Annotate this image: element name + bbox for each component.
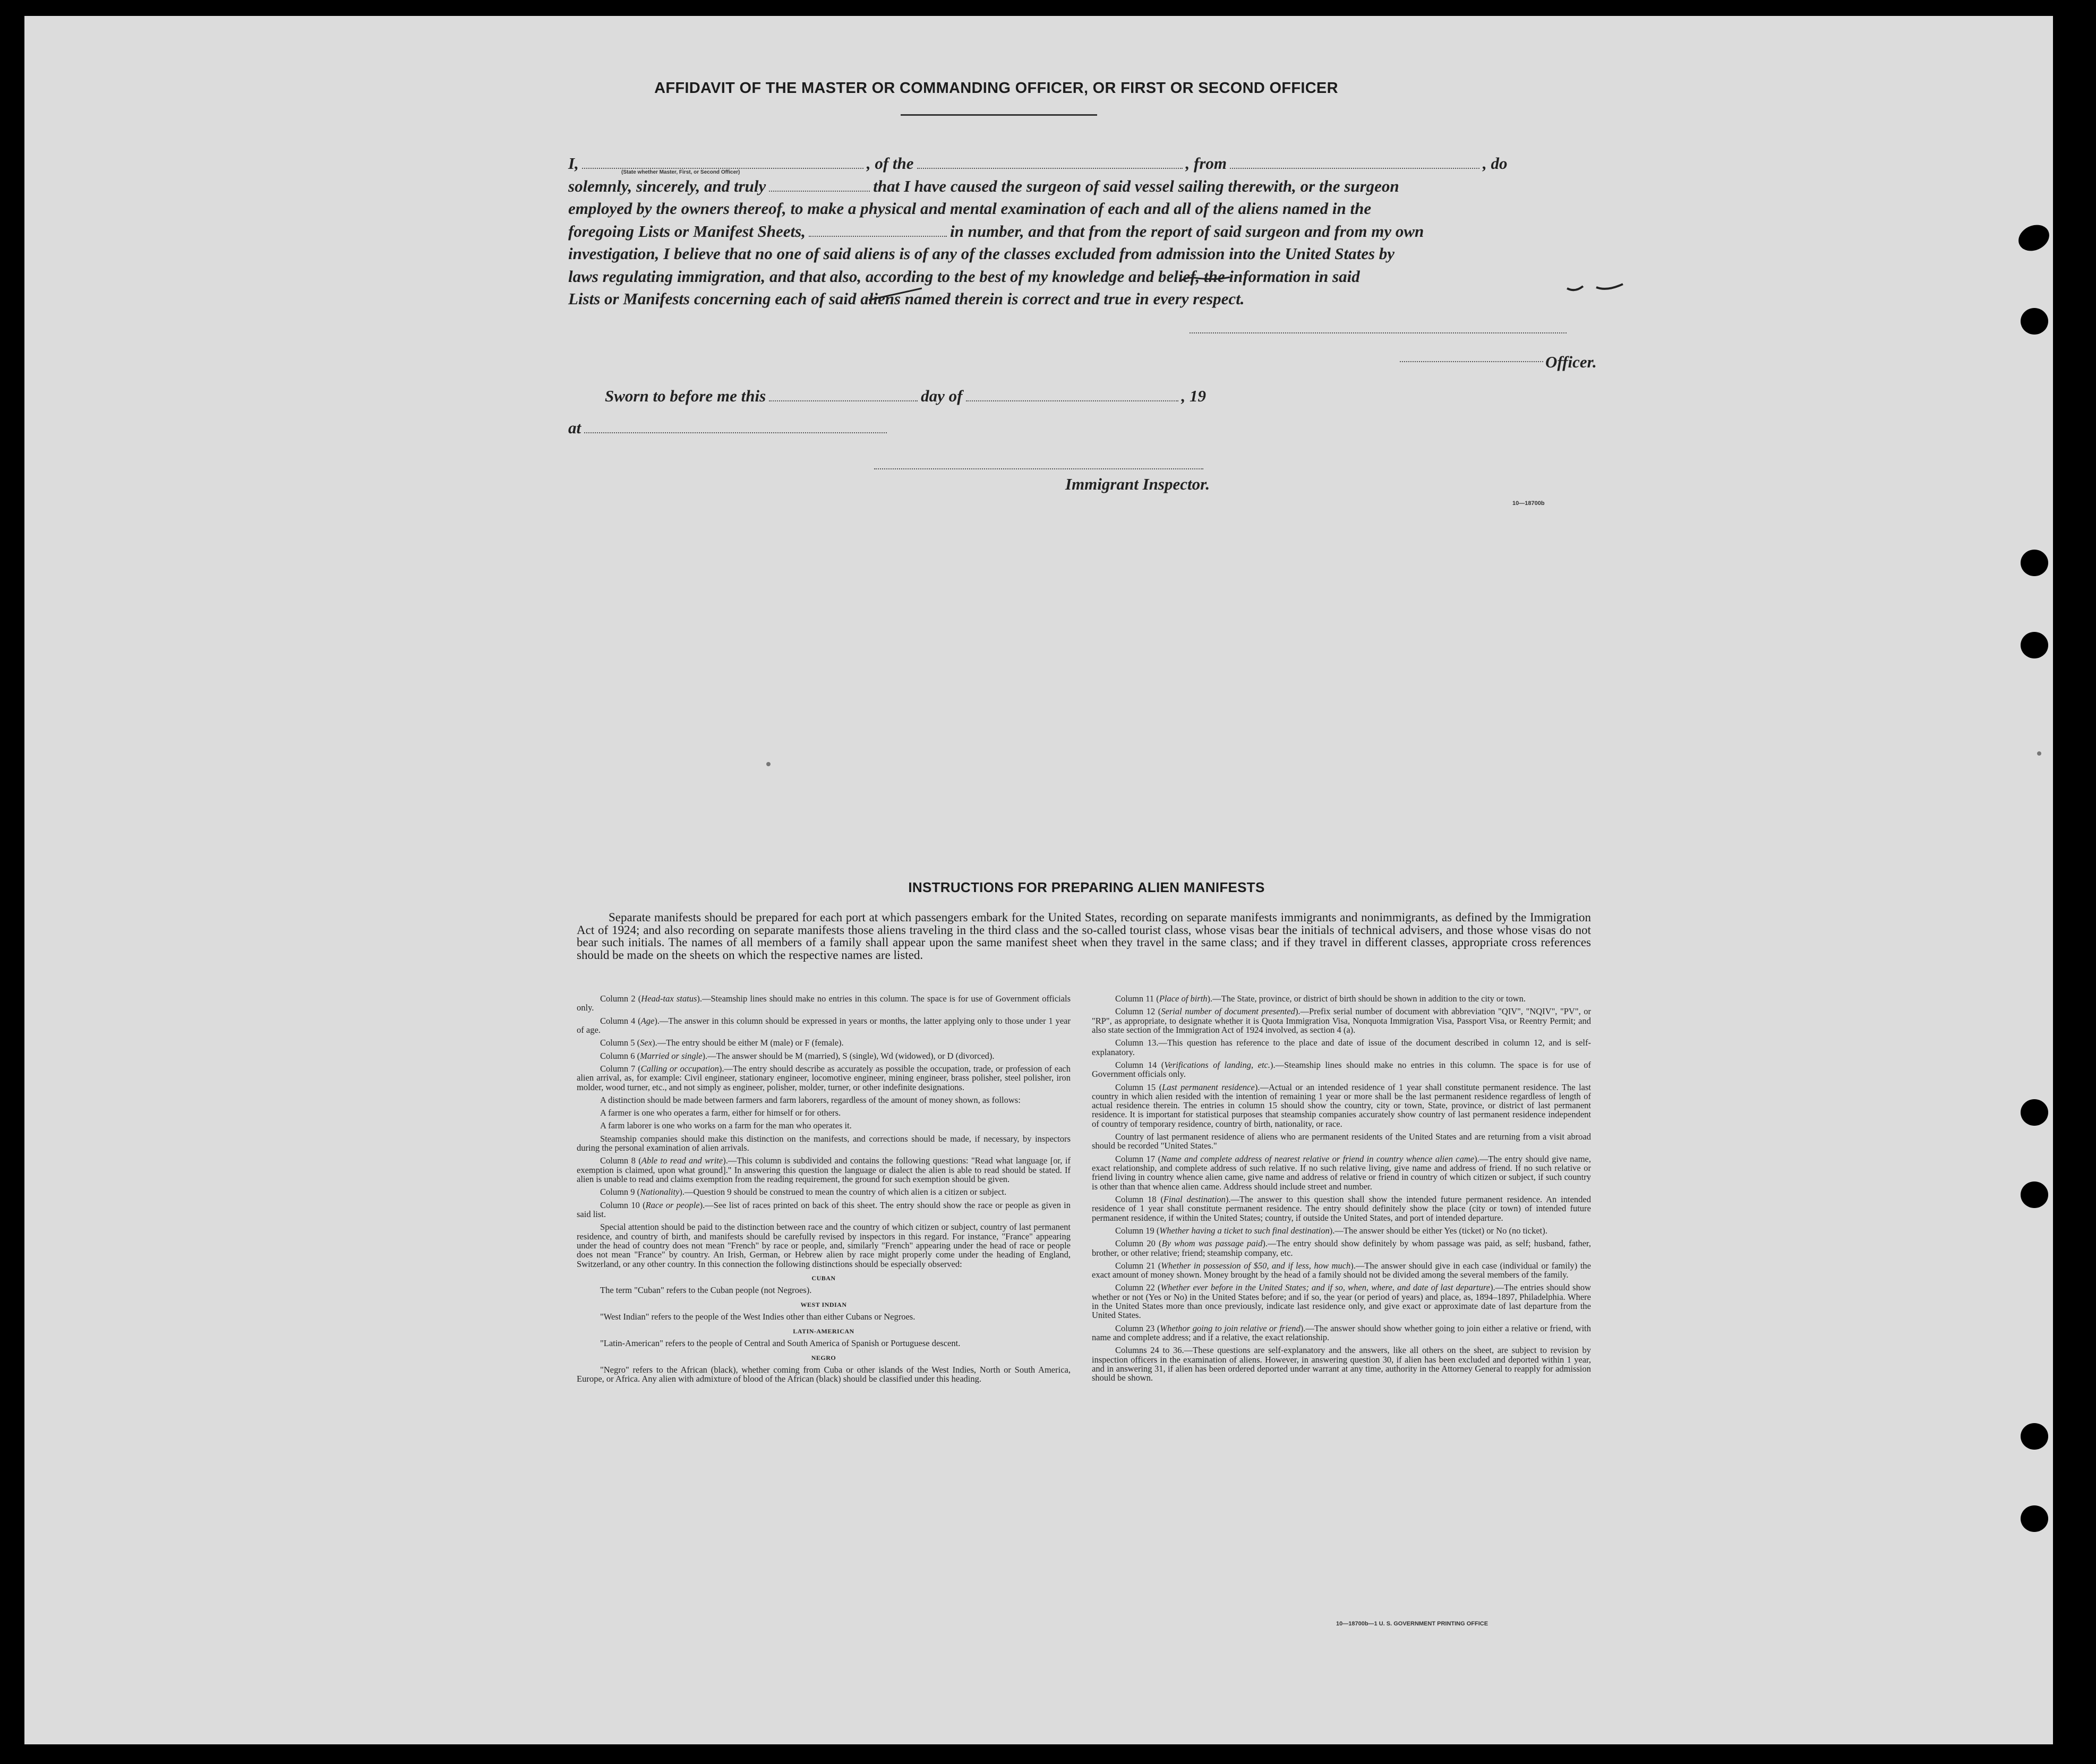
- instruction-paragraph: Column 22 (Whether ever before in the United States; and if so, when, where, and date of last departure).—The entries should show whether or not (Yes or No) in the United States before; and if so, the year (or period of years) and place, as, 1894–1897, Philadelphia. Where in the United States more than once previously, indicate last residence only, and give exact or approximate date of last departure from the United States.: [1092, 1282, 1591, 1321]
- binder-hole: [2021, 550, 2048, 576]
- instruction-paragraph: Column 21 (Whether in possession of $50, and if less, how much).—The answer should give in each case (individual or family) the exact amount of money shown. Money brought by the head of a family should not be divided among the several members of the family.: [1092, 1260, 1591, 1280]
- section-heading: WEST INDIAN: [800, 1300, 847, 1308]
- instruction-paragraph: Column 15 (Last permanent residence).—Actual or an intended residence of 1 year shall constitute permanent residence. The last country in which alien resided with the intention of remaining 1 year or more shall be the last permanent residence regardless of length of actual residence therein. The entries in column 15 should show the country, city or town, State, province, or district of last permanent residence. It is important for statistical purposes that steamship companies accurately show country of last permanent residence independent of country of temporary residence, country of birth, nationality, or race.: [1092, 1082, 1592, 1129]
- section-heading: LATIN-AMERICAN: [793, 1327, 854, 1335]
- printing-office-code: 10—18700b—1 U. S. GOVERNMENT PRINTING OFFICE: [1336, 1621, 1488, 1627]
- instruction-paragraph: Special attention should be paid to the distinction between race and the country of which citizen or subject, country of last permanent residence, and country of birth, and manifests should be carefully revised by inspectors in this regard. For instance, "France" appearing under the head of country does not mean "French" by race or people, and, similarly "French" appearing under the head of race or people does not mean "France" by country. An Irish, German, or Hebrew alien by race might properly come under the heading of England, Switzerland, or any other country. In this connection the following distinctions should be especially observed:: [577, 1222, 1071, 1269]
- title-rule: [901, 114, 1097, 116]
- ink-strike-of: [863, 284, 927, 305]
- instruction-paragraph: Column 4 (Age).—The answer in this column should be expressed in years or months, the latter applying only to those under 1 year of age.: [577, 1015, 1071, 1035]
- instruction-paragraph: The term "Cuban" refers to the Cuban people (not Negroes).: [600, 1285, 812, 1296]
- affidavit-line-5: investigation, I believe that no one of said aliens is of any of the classes excluded from admission into the United States by: [568, 244, 1395, 263]
- instruction-paragraph: Column 10 (Race or people).—See list of races printed on back of this sheet. The entry should show the race or people as given in said list.: [577, 1200, 1071, 1219]
- sworn-line: Sworn to before me this day of , 19: [605, 387, 1206, 405]
- binder-hole: [2021, 1423, 2048, 1450]
- binder-hole: [2021, 1181, 2048, 1208]
- officer-label: Officer.: [1545, 353, 1597, 371]
- instruction-paragraph: Column 18 (Final destination).—The answer to this question shall show the intended future permanent residence. An intended residence of 1 year shall constitute permanent residence. The entry should definitely show the place (city or town) of intended future permanent residence, if within the United States; country, if outside the United States, and port of intended departure.: [1092, 1194, 1591, 1223]
- at-line: at: [568, 419, 890, 436]
- manifest-page: [24, 16, 2053, 1744]
- word-i: I,: [568, 154, 579, 173]
- speck: [2037, 751, 2041, 756]
- officer-signature-line: [1400, 361, 1543, 362]
- instruction-paragraph: Column 9 (Nationality).—Question 9 should be construed to mean the country of which alien is a citizen or subject.: [600, 1187, 1007, 1197]
- affidavit-line-2: solemnly, sincerely, and truly that I have caused the surgeon of said vessel sailing therewith, or the surgeon: [568, 177, 1399, 195]
- instruction-paragraph: Column 23 (Whethor going to join relative or friend).—The answer should show whether going to join either a relative or friend, with name and complete address; and if a relative, the exact relationship.: [1092, 1323, 1592, 1342]
- instruction-paragraph: Column 19 (Whether having a ticket to such final destination).—The answer should be either Yes (ticket) or No (no ticket).: [1115, 1225, 1547, 1236]
- speck: [766, 762, 771, 766]
- instructions-intro: Separate manifests should be prepared for each port at which passengers embark for the United States, recording on separate manifests immigrants and nonimmigrants, as defined by the Immigration Act of 1924; and also recording on separate manifests those aliens traveling in the third class and the so-called tourist class, whose visas bear the initials of technical advisers, and those whose visas do not bear such initials. The names of all members of a family shall appear upon the same manifest sheet when they travel in the same class; and if they travel in different classes, appropriate cross references should be made on the sheets on which the respective names are listed.: [577, 911, 1591, 962]
- port-blank: [1230, 166, 1479, 169]
- instruction-paragraph: Column 20 (By whom was passage paid).—The entry should show definitely by whom passage was paid, as self; husband, father, brother, or other relative; friend; steamship company, etc.: [1092, 1238, 1592, 1258]
- binder-hole: [2021, 632, 2048, 658]
- binder-hole: [2021, 1505, 2048, 1532]
- instruction-paragraph: Column 2 (Head-tax status).—Steamship lines should make no entries in this column. The space is for use of Government officials only.: [577, 994, 1071, 1013]
- affidavit-line-6: laws regulating immigration, and that also, according to the best of my knowledge and belief, the information in said: [568, 267, 1360, 286]
- instruction-paragraph: "Latin-American" refers to the people of Central and South America of Spanish or Portuguese descent.: [600, 1338, 961, 1349]
- ink-mark-knowledge: [1177, 266, 1246, 287]
- instruction-paragraph: Column 5 (Sex).—The entry should be either M (male) or F (female).: [600, 1038, 844, 1048]
- instruction-paragraph: Steamship companies should make this distinction on the manifests, and corrections should be made, if necessary, by inspectors during the personal examination of alien arrivals.: [577, 1133, 1071, 1153]
- instruction-paragraph: Column 11 (Place of birth).—The State, province, or district of birth should be shown in addition to the city or town.: [1115, 994, 1526, 1004]
- instruction-paragraph: Column 7 (Calling or occupation).—The entry should describe as accurately as possible the occupation, trade, or profession of each alien arrival, as, for example: Civil engineer, stationary engineer, locomotive engineer, mining engineer, brass polisher, steel polisher, iron molder, wood turner, etc., and not simply as engineer, polisher, molder, turner, or other indefinite designations.: [577, 1063, 1071, 1092]
- affidavit-line-1: I, , of the , from , do: [568, 154, 1508, 173]
- instruction-paragraph: Columns 24 to 36.—These questions are self-explanatory and the answers, like all others on the sheet, are subject to revision by inspection officers in the examination of aliens. However, in answering question 30, if alien has been excluded and deported within 1 year, and in answering 31, if alien has been ordered deported under warrant at any time, authority in the Attorney General to reapply for admission should be shown.: [1092, 1345, 1591, 1383]
- section-heading: CUBAN: [811, 1274, 836, 1282]
- instructions-right-column: [1092, 994, 1591, 1386]
- month-blank: [966, 398, 1178, 401]
- instruction-paragraph: Column 12 (Serial number of document presented).—Prefix serial number of document with abbreviation "QIV", "NQIV", "PV", or "RP", as appropriate, to designate whether it is Quota Immigration Visa, Nonquota Immigration Visa, Passport Visa, or Reentry Permit; and also state section of the Immigration Act of 1924 involved, as section 4 (a).: [1092, 1006, 1592, 1035]
- instructions-left-column: [577, 994, 1071, 1388]
- affidavit-title: AFFIDAVIT OF THE MASTER OR COMMANDING OFFICER, OR FIRST OR SECOND OFFICER: [654, 80, 1338, 97]
- binder-hole: [2021, 1099, 2048, 1126]
- instruction-paragraph: Column 14 (Verifications of landing, etc.).—Steamship lines should make no entries in this column. The space is for use of Government officials only.: [1092, 1059, 1591, 1080]
- instruction-paragraph: Column 6 (Married or single).—The answer should be M (married), S (single), Wd (widowed), or D (divorced).: [600, 1050, 995, 1061]
- instruction-paragraph: A farm laborer is one who works on a farm for the man who operates it.: [600, 1120, 852, 1131]
- signature-line-1: [1190, 332, 1567, 333]
- vessel-name-blank: [917, 166, 1183, 169]
- form-code: 10—18700b: [1512, 500, 1545, 507]
- sheet-count-blank: [809, 234, 947, 237]
- inspector-signature-line: [874, 468, 1203, 469]
- affidavit-line-7: Lists or Manifests concerning each of said aliens named therein is correct and true in every respect.: [568, 289, 1245, 308]
- affidavit-line-4: foregoing Lists or Manifest Sheets, in number, and that from the report of said surgeon and from my own: [568, 222, 1424, 241]
- section-heading: NEGRO: [811, 1354, 836, 1361]
- binder-hole: [2021, 308, 2048, 335]
- place-blank: [584, 430, 887, 433]
- ink-mark-said: [1564, 279, 1628, 295]
- instruction-paragraph: A farmer is one who operates a farm, either for himself or for others.: [600, 1108, 841, 1118]
- inspector-label: Immigrant Inspector.: [1065, 475, 1210, 493]
- oath-blank: [769, 189, 870, 192]
- instructions-title: INSTRUCTIONS FOR PREPARING ALIEN MANIFESTS: [908, 879, 1265, 895]
- instruction-paragraph: "Negro" refers to the African (black), whether coming from Cuba or other islands of the West Indies, North or South America, Europe, or Africa. Any alien with admixture of blood of the African (black) should be classified under this heading.: [577, 1365, 1071, 1384]
- instruction-paragraph: Country of last permanent residence of aliens who are permanent residents of the United States and are returning from a visit abroad should be recorded "United States.": [1092, 1132, 1591, 1151]
- instruction-paragraph: Column 17 (Name and complete address of nearest relative or friend in country whence alien came).—The entry should give name, exact relationship, and complete address of such relative. If no such relative living, give name and address of friend. If no such relative or friend living in country whence alien came, give name and address of relative or friend in country of which citizen or subject, if such country is other than that whence alien came. Address should include street and number.: [1092, 1153, 1591, 1192]
- affidavit-line-3: employed by the owners thereof, to make a physical and mental examination of each and all of the aliens named in the: [568, 199, 1372, 218]
- officer-rank-caption: (State whether Master, First, or Second Officer): [621, 169, 740, 175]
- day-blank: [769, 398, 918, 401]
- instruction-paragraph: Column 8 (Able to read and write).—This column is subdivided and contains the following questions: "Read what language [or, if exemption is claimed, upon what ground]." In answering this question the language or dialect the alien is able to read should be stated. If alien is unable to read and claims exemption from the reading requirement, the ground for such exemption should be given.: [577, 1155, 1071, 1184]
- instruction-paragraph: Column 13.—This question has reference to the place and date of issue of the document described in column 12, and is self-explanatory.: [1092, 1038, 1591, 1057]
- officer-rank-blank: [582, 166, 863, 169]
- instruction-paragraph: "West Indian" refers to the people of the West Indies other than either Cubans or Negroes.: [600, 1312, 916, 1322]
- instruction-paragraph: A distinction should be made between farmers and farm laborers, regardless of the amount of money shown, as follows:: [600, 1094, 1021, 1105]
